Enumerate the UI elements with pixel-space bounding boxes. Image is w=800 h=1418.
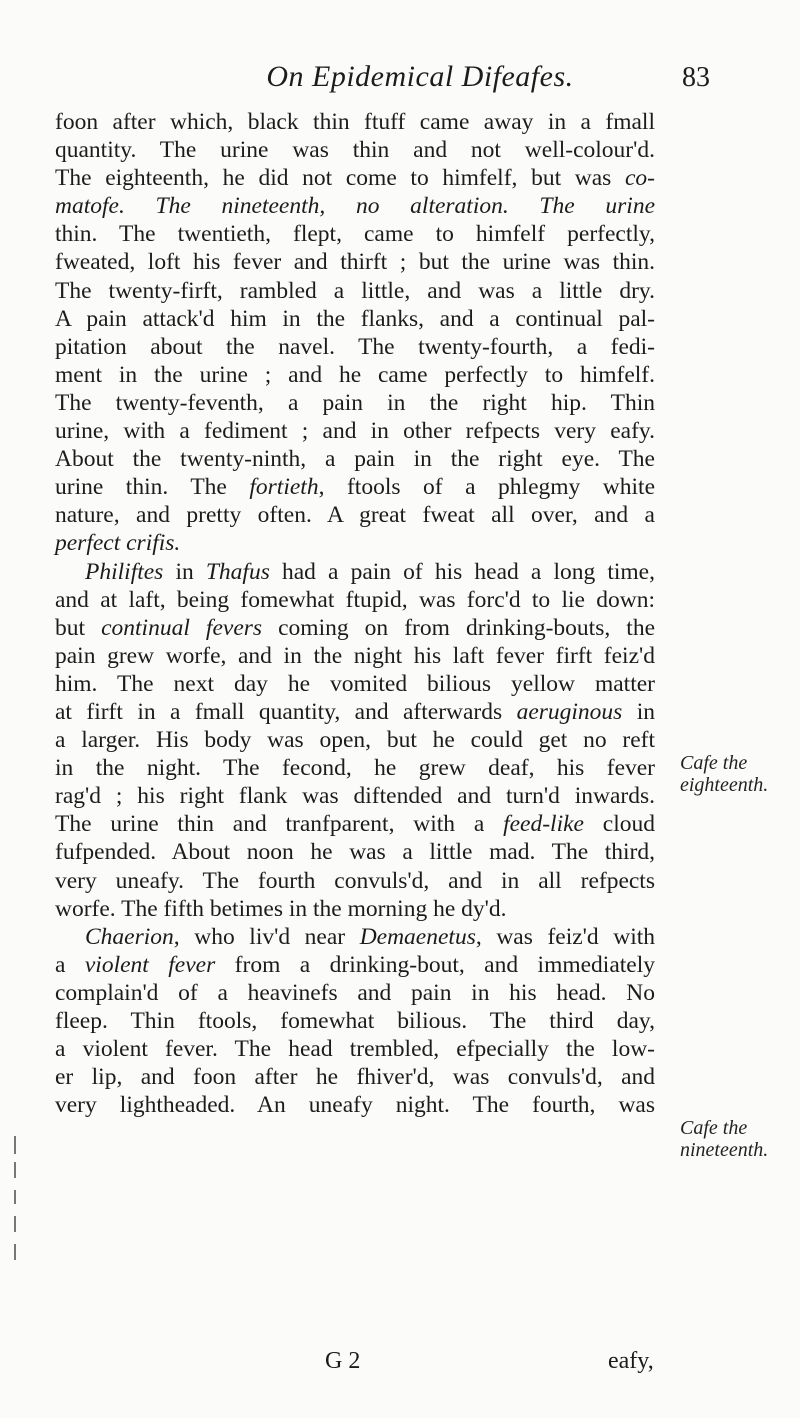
page-edge-mark xyxy=(14,1244,16,1260)
text-line: a violent fever from a drinking-bout, and immediately xyxy=(55,951,656,978)
text-line: in the night. The fecond, he grew deaf, his fever xyxy=(55,755,655,782)
text-line: very lightheaded. An uneafy night. The fourth, was xyxy=(55,1092,655,1119)
text-line: a larger. His body was open, but he could get no reft xyxy=(55,727,655,754)
text-line: urine thin. The fortieth, ftools of a phlegmy white xyxy=(55,474,655,501)
text-line: A pain attack'd him in the flanks, and a continual pal- xyxy=(55,305,655,332)
text-line: perfect crifis. xyxy=(55,530,181,557)
text-line: worfe. The fifth betimes in the morning he dy'd. xyxy=(55,895,507,922)
catchword: eafy, xyxy=(608,1348,654,1374)
text-line: Philiftes in Thafus had a pain of his head a long time, xyxy=(85,558,655,585)
page-edge-mark xyxy=(14,1216,16,1232)
margin-note-case-nineteenth: Cafe the nineteenth. xyxy=(680,1117,769,1161)
margin-note-case-eighteenth: Cafe the eighteenth. xyxy=(680,752,769,796)
text-line: pain grew worfe, and in the night his laft fever firft feiz'd xyxy=(55,642,655,669)
page-number: 83 xyxy=(682,62,710,93)
text-line: About the twenty-ninth, a pain in the right eye. The xyxy=(55,446,655,473)
text-line: fufpended. About noon he was a little mad. The third, xyxy=(55,839,655,866)
text-line: but continual fevers coming on from drinking-bouts, the xyxy=(55,614,655,641)
text-line: very uneafy. The fourth convuls'd, and in all refpects xyxy=(55,867,655,894)
text-line: thin. The twentieth, flept, came to himfelf perfectly, xyxy=(55,221,655,248)
text-line: The urine thin and tranfparent, with a feed-like cloud xyxy=(55,811,655,838)
running-title: On Epidemical Difeafes. xyxy=(266,60,574,93)
text-line: him. The next day he vomited bilious yellow matter xyxy=(55,670,655,697)
text-line: a violent fever. The head trembled, efpecially the low- xyxy=(55,1036,655,1063)
text-line: The eighteenth, he did not come to himfelf, but was co- xyxy=(55,165,655,192)
running-head xyxy=(150,60,710,100)
page-edge-mark xyxy=(14,1190,16,1204)
signature-mark: G 2 xyxy=(325,1348,361,1374)
body-text xyxy=(55,108,655,1119)
text-line: complain'd of a heavinefs and pain in his head. No xyxy=(55,979,655,1006)
text-line: The twenty-firft, rambled a little, and was a little dry. xyxy=(55,277,655,304)
text-line: The twenty-feventh, a pain in the right hip. Thin xyxy=(55,389,655,416)
text-line: ment in the urine ; and he came perfectly to himfelf. xyxy=(55,361,655,388)
text-line: nature, and pretty often. A great fweat all over, and a xyxy=(55,502,655,529)
text-line: foon after which, black thin ftuff came away in a fmall xyxy=(55,109,655,135)
text-line: at firft in a fmall quantity, and afterwards aeruginous in xyxy=(55,698,656,725)
text-line: matofe. The nineteenth, no alteration. The urine xyxy=(55,193,655,220)
page-edge-mark xyxy=(14,1136,16,1154)
text-line: quantity. The urine was thin and not well-colour'd. xyxy=(55,137,655,164)
text-line: pitation about the navel. The twenty-fourth, a fedi- xyxy=(55,333,655,360)
page-edge-mark xyxy=(14,1162,16,1178)
text-line: fleep. Thin ftools, fomewhat bilious. The third day, xyxy=(55,1008,655,1034)
text-line: rag'd ; his right flank was diftended and turn'd inwards. xyxy=(55,783,655,810)
text-line: Chaerion, who liv'd near Demaenetus, was feiz'd with xyxy=(85,923,656,950)
text-line: fweated, loft his fever and thirft ; but the urine was thin. xyxy=(55,249,655,276)
text-line: er lip, and foon after he fhiver'd, was convuls'd, and xyxy=(55,1064,655,1091)
text-line: and at laft, being fomewhat ftupid, was forc'd to lie down: xyxy=(55,586,655,613)
text-line: urine, with a fediment ; and in other refpects very eafy. xyxy=(55,418,655,445)
